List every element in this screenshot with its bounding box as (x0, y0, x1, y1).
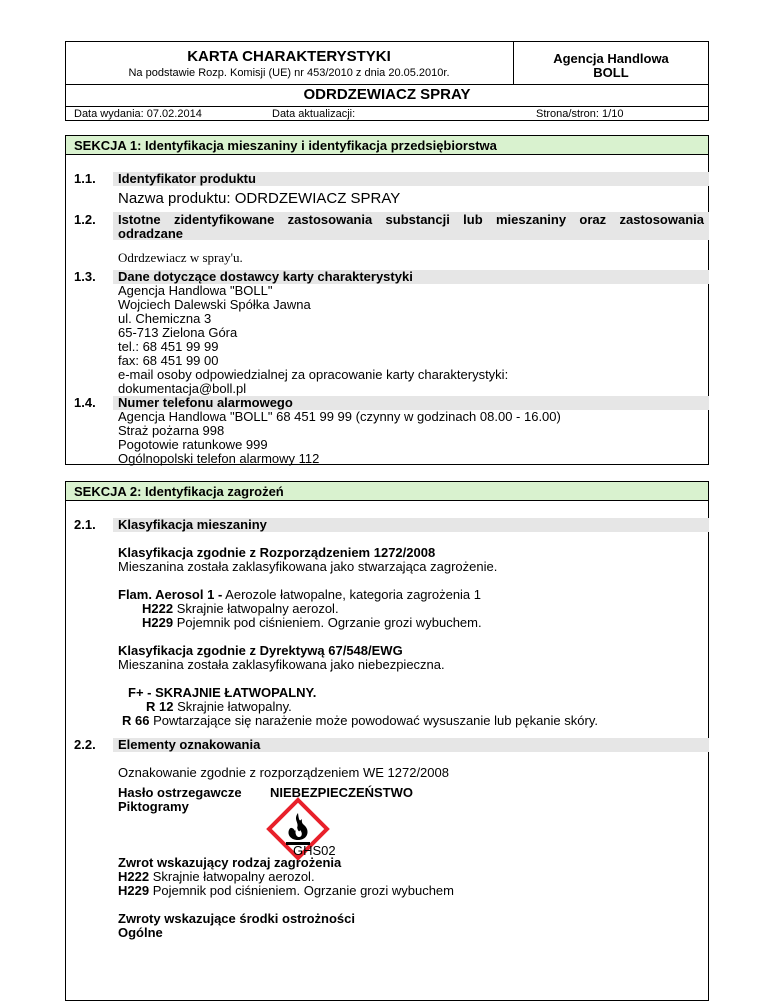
s22-title: Elementy oznakowania (118, 737, 261, 752)
supplier-line: fax: 68 451 99 00 (118, 353, 219, 368)
product-name: Nazwa produktu: ODRDZEWIACZ SPRAY (118, 190, 401, 207)
company-name-line2: BOLL (593, 65, 629, 80)
r12-statement: R 12 Skrajnie łatwopalny. (146, 699, 292, 714)
s12-title-a: Istotne zidentyfikowane zastosowania substancji lub mieszaniny oraz zastosowania (118, 212, 704, 227)
supplier-line: 65-713 Zielona Góra (118, 325, 238, 340)
company-name-line1: Agencja Handlowa (553, 51, 669, 66)
r66-statement: R 66 Powtarzające się narażenie może powodować wysuszanie lub pękanie skóry. (122, 713, 598, 728)
h229-statement: H229 Pojemnik pod ciśnieniem. Ogrzanie grozi wybuchem. (142, 615, 482, 630)
emergency-line: Pogotowie ratunkowe 999 (118, 437, 268, 452)
fplus-classification: F+ - SKRAJNIE ŁATWOPALNY. (128, 685, 317, 700)
s13-number: 1.3. (74, 269, 96, 284)
clp-text: Mieszanina została zaklasyfikowana jako stwarzająca zagrożenie. (118, 559, 498, 574)
clp-title: Klasyfikacja zgodnie z Rozporządzeniem 1272/2008 (118, 545, 436, 560)
s11-title: Identyfikator produktu (118, 171, 256, 186)
product-title: ODRDZEWIACZ SPRAY (303, 86, 471, 103)
emergency-line: Ogólnopolski telefon alarmowy 112 (118, 451, 320, 466)
page-number: Strona/stron: 1/10 (536, 108, 624, 120)
s21-number: 2.1. (74, 517, 96, 532)
s14-title: Numer telefonu alarmowego (118, 395, 293, 410)
s14-number: 1.4. (74, 395, 96, 410)
ghs-code: GHS02 (293, 843, 336, 858)
flam-classification: Flam. Aerosol 1 - Aerozole łatwopalne, kategoria zagrożenia 1 (118, 587, 482, 602)
label-intro: Oznakowanie zgodnie z rozporządzeniem WE 1272/2008 (118, 765, 449, 780)
issue-date: Data wydania: 07.02.2014 (74, 108, 202, 120)
hazard-title: Zwrot wskazujący rodzaj zagrożenia (118, 855, 342, 870)
precaution-title: Zwroty wskazujące środki ostrożności (118, 911, 355, 926)
s13-title: Dane dotyczące dostawcy karty charakterystyki (118, 269, 413, 284)
h229-label-statement: H229 Pojemnik pod ciśnieniem. Ogrzanie grozi wybuchem (118, 883, 454, 898)
h222-label-statement: H222 Skrajnie łatwopalny aerozol. (118, 869, 315, 884)
s12-title-b: odradzane (118, 226, 184, 241)
supplier-line: ul. Chemiczna 3 (118, 311, 212, 326)
s21-title: Klasyfikacja mieszaniny (118, 517, 267, 532)
emergency-line: Straż pożarna 998 (118, 423, 225, 438)
section2-title: SEKCJA 2: Identyfikacja zagrożeń (74, 484, 284, 499)
dsd-title: Klasyfikacja zgodnie z Dyrektywą 67/548/EWG (118, 643, 403, 658)
s12-text: Odrdzewiacz w spray'u. (118, 250, 243, 265)
s22-number: 2.2. (74, 737, 96, 752)
general-title: Ogólne (118, 925, 163, 940)
supplier-line: Wojciech Dalewski Spółka Jawna (118, 297, 311, 312)
supplier-line: Agencja Handlowa "BOLL" (118, 283, 273, 298)
s11-number: 1.1. (74, 171, 96, 186)
document-title: KARTA CHARAKTERYSTYKI (187, 48, 391, 65)
supplier-line: tel.: 68 451 99 99 (118, 339, 219, 354)
signal-word-label: Hasło ostrzegawcze (118, 785, 242, 800)
h222-statement: H222 Skrajnie łatwopalny aerozol. (142, 601, 339, 616)
signal-word: NIEBEZPIECZEŃSTWO (270, 785, 414, 800)
pictograms-label: Piktogramy (118, 799, 189, 814)
section1-title: SEKCJA 1: Identyfikacja mieszaniny i identyfikacja przedsiębiorstwa (74, 138, 497, 153)
document-subtitle: Na podstawie Rozp. Komisji (UE) nr 453/2010 z dnia 20.05.2010r. (128, 67, 450, 79)
update-date: Data aktualizacji: (272, 108, 356, 120)
s12-number: 1.2. (74, 212, 96, 227)
supplier-email[interactable]: dokumentacja@boll.pl (118, 381, 247, 396)
emergency-line: Agencja Handlowa "BOLL" 68 451 99 99 (czynny w godzinach 08.00 - 16.00) (118, 409, 561, 424)
dsd-text: Mieszanina została zaklasyfikowana jako niebezpieczna. (118, 657, 445, 672)
supplier-line: e-mail osoby odpowiedzialnej za opracowanie karty charakterystyki: (118, 367, 509, 382)
